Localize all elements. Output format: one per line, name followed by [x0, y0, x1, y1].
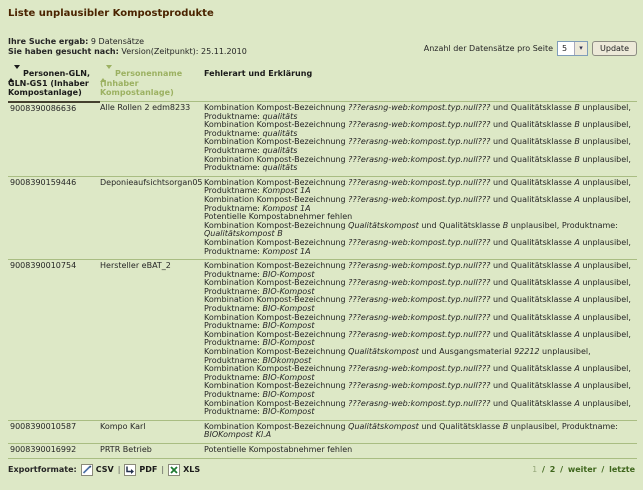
- export-csv-label: CSV: [95, 465, 114, 475]
- error-line: Kombination Kompost-Bezeichnung ???erasng-web:kompost.typ.null??? und Qualitätsklasse B unplausibel, Produktname: qualitäts: [204, 103, 631, 121]
- error-line: Kombination Kompost-Bezeichnung ???erasng-web:kompost.typ.null??? und Qualitätsklasse A unplausibel, Produktname: Kompost 1A: [204, 194, 631, 213]
- error-line: Potentielle Kompostabnehmer fehlen: [204, 444, 353, 454]
- error-line: Kombination Kompost-Bezeichnung Qualitätskompost und Qualitätsklasse B unplausibel, Produktname: Qualitätskompost B: [204, 220, 618, 239]
- errors-cell: [204, 443, 637, 458]
- search-query-label: Sie haben gesucht nach:: [8, 47, 119, 56]
- table-row: [8, 260, 637, 421]
- search-query-value: Version(Zeitpunkt): 25.11.2010: [121, 47, 247, 56]
- search-result-value: 9 Datensätze: [90, 37, 145, 46]
- error-line: Kombination Kompost-Bezeichnung ???erasng-web:kompost.typ.null??? und Qualitätsklasse A unplausibel, Produktname: BIO-Kompost: [204, 398, 631, 417]
- error-line: Kombination Kompost-Bezeichnung ???erasng-web:kompost.typ.null??? und Qualitätsklasse B unplausibel, Produktname: qualitäts: [204, 154, 631, 173]
- errors-cell: [204, 420, 637, 443]
- page-size-label: Anzahl der Datensätze pro Seite: [423, 44, 554, 53]
- topbar: [8, 37, 637, 57]
- pagination-page-2-link[interactable]: 2: [549, 465, 556, 475]
- name-cell: PRTR Betrieb: [100, 443, 204, 458]
- export-formats-label: Exportformate:: [8, 465, 77, 475]
- error-table: [8, 67, 637, 459]
- page-size-select[interactable]: [557, 41, 588, 56]
- errors-cell: [204, 102, 637, 177]
- csv-icon: [81, 464, 93, 476]
- pagination-separator: /: [601, 465, 605, 475]
- sort-icon[interactable]: [8, 69, 20, 79]
- errors-cell: [204, 260, 637, 421]
- error-line: Kombination Kompost-Bezeichnung ???erasng-web:kompost.typ.null??? und Qualitätsklasse A unplausibel, Produktname: BIO-Kompost: [204, 261, 631, 279]
- chevron-down-icon[interactable]: ▾: [574, 42, 587, 55]
- error-line: Kombination Kompost-Bezeichnung Qualitätskompost und Qualitätsklasse B unplausibel, Produktname: BIOKompost Kl.A: [204, 421, 618, 440]
- gln-cell: 9008390086636: [8, 102, 100, 177]
- export-formats: [8, 464, 200, 476]
- column-header-name[interactable]: [100, 67, 204, 102]
- error-line: Kombination Kompost-Bezeichnung ???erasng-web:kompost.typ.null??? und Qualitätsklasse A unplausibel, Produktname: BIO-Kompost: [204, 312, 631, 331]
- search-summary: [8, 37, 247, 57]
- sort-icon[interactable]: [100, 69, 112, 79]
- pagination-separator: /: [560, 465, 564, 475]
- export-separator: |: [117, 465, 121, 475]
- pagination: [532, 465, 635, 474]
- error-line: Kombination Kompost-Bezeichnung ???erasng-web:kompost.typ.null??? und Qualitätsklasse B unplausibel, Produktname: qualitäts: [204, 120, 631, 138]
- pagination-separator: /: [542, 465, 545, 475]
- column-header-name-label: Personenname (Inhaber Kompostanlage): [100, 69, 183, 97]
- error-line: Kombination Kompost-Bezeichnung ???erasng-web:kompost.typ.null??? und Qualitätsklasse A unplausibel, Produktname: BIO-Kompost: [204, 381, 631, 399]
- update-button[interactable]: Update: [592, 41, 637, 56]
- page-size-value: 5: [562, 44, 568, 53]
- export-csv-link[interactable]: [81, 464, 114, 476]
- table-row: [8, 102, 637, 177]
- errors-cell: [204, 176, 637, 259]
- export-xls-label: XLS: [183, 465, 201, 475]
- gln-cell: 9008390016992: [8, 443, 100, 458]
- export-separator: |: [161, 465, 165, 475]
- error-line: Kombination Kompost-Bezeichnung ???erasng-web:kompost.typ.null??? und Qualitätsklasse A unplausibel, Produktname: BIO-Kompost: [204, 329, 631, 348]
- export-pdf-link[interactable]: [124, 464, 157, 476]
- column-header-error-label: Fehlerart und Erklärung: [204, 69, 313, 78]
- column-header-error: [204, 67, 637, 102]
- pagination-next-link[interactable]: weiter: [567, 465, 597, 475]
- export-xls-link[interactable]: [168, 464, 200, 476]
- column-header-gln-label: Personen-GLN, GLN-GS1 (Inhaber Kompostanlage): [8, 69, 91, 97]
- name-cell: Deponieaufsichtsorgan05: [100, 176, 204, 259]
- page-size-control: [424, 41, 637, 57]
- table-row: [8, 443, 637, 458]
- error-line: Kombination Kompost-Bezeichnung ???erasng-web:kompost.typ.null??? und Qualitätsklasse A unplausibel, Produktname: Kompost 1A: [204, 177, 631, 196]
- search-result-label: Ihre Suche ergab:: [8, 37, 89, 46]
- pdf-icon: [124, 464, 136, 476]
- pagination-last-link[interactable]: letzte: [609, 465, 635, 475]
- gln-cell: 9008390159446: [8, 176, 100, 259]
- error-line: Kombination Kompost-Bezeichnung ???erasng-web:kompost.typ.null??? und Qualitätsklasse B unplausibel, Produktname: qualitäts: [204, 137, 631, 155]
- footer-bar: [8, 464, 637, 476]
- page-title: Liste unplausibler Kompostprodukte: [8, 8, 214, 19]
- error-line: Kombination Kompost-Bezeichnung ???erasng-web:kompost.typ.null??? und Qualitätsklasse A unplausibel, Produktname: BIO-Kompost: [204, 364, 631, 382]
- error-line: Potentielle Kompostabnehmer fehlen: [204, 212, 353, 222]
- table-row: [8, 176, 637, 259]
- search-query-line: [8, 47, 247, 57]
- xls-icon: [168, 464, 180, 476]
- table-header-row: [8, 67, 637, 102]
- column-header-gln[interactable]: [8, 67, 100, 102]
- name-cell: Alle Rollen 2 edm8233: [100, 102, 204, 177]
- search-result-line: [8, 37, 247, 47]
- gln-cell: 9008390010754: [8, 260, 100, 421]
- pagination-current-page: 1: [532, 465, 538, 475]
- name-cell: Hersteller eBAT_2: [100, 260, 204, 421]
- table-body: [8, 102, 637, 459]
- error-line: Kombination Kompost-Bezeichnung ???erasng-web:kompost.typ.null??? und Qualitätsklasse A unplausibel, Produktname: BIO-Kompost: [204, 295, 631, 314]
- table-row: [8, 420, 637, 443]
- error-line: Kombination Kompost-Bezeichnung Qualitätskompost und Ausgangsmaterial 92212 unplausibel, Produktname: BIOkompost: [204, 347, 591, 365]
- gln-cell: 9008390010587: [8, 420, 100, 443]
- error-line: Kombination Kompost-Bezeichnung ???erasng-web:kompost.typ.null??? und Qualitätsklasse A unplausibel, Produktname: Kompost 1A: [204, 237, 631, 256]
- error-line: Kombination Kompost-Bezeichnung ???erasng-web:kompost.typ.null??? und Qualitätsklasse A unplausibel, Produktname: BIO-Kompost: [204, 278, 631, 296]
- name-cell: Kompo Karl: [100, 420, 204, 443]
- export-pdf-label: PDF: [139, 465, 158, 475]
